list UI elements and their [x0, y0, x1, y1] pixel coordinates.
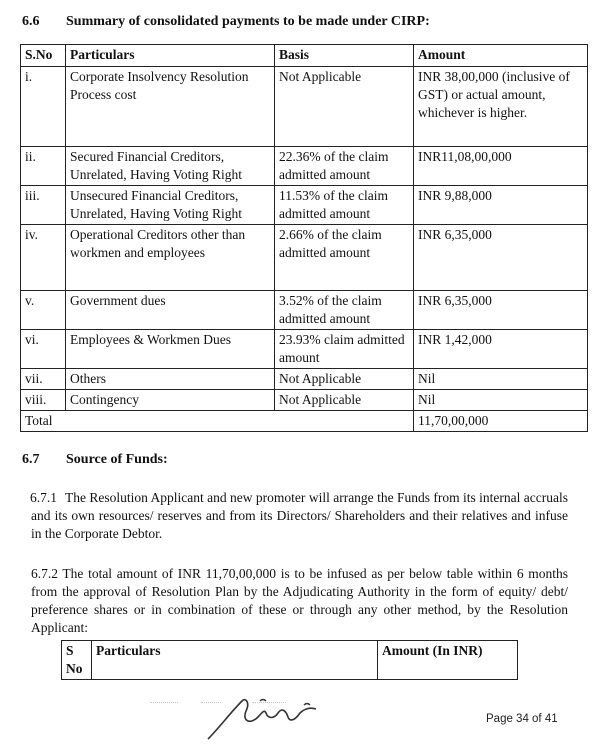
cell-particulars: Employees & Workmen Dues — [66, 330, 275, 369]
header-amount: Amount (In INR) — [378, 641, 518, 680]
cell-sno: iii. — [21, 186, 66, 225]
cell-basis: 23.93% claim admitted amount — [275, 330, 414, 369]
cell-particulars: Corporate Insolvency Resolution Process cost — [66, 67, 275, 147]
page-number: Page 34 of 41 — [486, 713, 558, 725]
section-heading-6-7 — [22, 452, 168, 468]
cell-basis: 11.53% of the claim admitted amount — [275, 186, 414, 225]
paragraph-6-7-2 — [31, 565, 568, 637]
cell-sno: i. — [21, 67, 66, 147]
table-row — [21, 67, 588, 147]
table-row — [21, 147, 588, 186]
cell-basis: 2.66% of the claim admitted amount — [275, 225, 414, 291]
cell-amount: INR11,08,00,000 — [414, 147, 588, 186]
paragraph-text: The total amount of INR 11,70,00,000 is to be infused as per below table within 6 months from the approval of Resolution Plan by the Adjudicating Authority in the form of equity/ debt/ preference shares or in combination of these or through any other method, by the Resolution Applicant: — [31, 566, 568, 635]
cell-amount: Nil — [414, 369, 588, 390]
cell-amount: INR 9,88,000 — [414, 186, 588, 225]
cirp-payments-table — [20, 44, 588, 432]
cell-sno: ii. — [21, 147, 66, 186]
funds-infusion-table — [61, 640, 518, 680]
cell-amount: Nil — [414, 390, 588, 411]
cell-particulars: Secured Financial Creditors, Unrelated, Having Voting Right — [66, 147, 275, 186]
paragraph-6-7-1: The Resolution Applicant and new promoter will arrange the Funds from its internal accruals and its own resources/ reserves and from its Directors/ Shareholders and their relatives and infuse in the Corporate Debtor. — [31, 490, 568, 541]
table-row — [21, 186, 588, 225]
cell-amount: INR 1,42,000 — [414, 330, 588, 369]
faint-stamp-trace — [150, 695, 286, 706]
cell-basis: Not Applicable — [275, 390, 414, 411]
cell-basis: Not Applicable — [275, 67, 414, 147]
cell-basis: 3.52% of the claim admitted amount — [275, 291, 414, 330]
cell-amount: INR 38,00,000 (inclusive of GST) or actual amount, whichever is higher. — [414, 67, 588, 147]
table-header-row — [62, 641, 518, 680]
header-amount: Amount — [414, 45, 588, 67]
table-row — [21, 225, 588, 291]
section-number: 6.6 — [22, 14, 40, 29]
total-amount: 11,70,00,000 — [414, 411, 588, 432]
cell-particulars: Operational Creditors other than workmen and employees — [66, 225, 275, 291]
cell-basis: Not Applicable — [275, 369, 414, 390]
cell-amount: INR 6,35,000 — [414, 225, 588, 291]
cell-sno: viii. — [21, 390, 66, 411]
table-row — [21, 390, 588, 411]
section-number: 6.7 — [22, 452, 40, 467]
cell-basis: 22.36% of the claim admitted amount — [275, 147, 414, 186]
section-title: Summary of consolidated payments to be made under CIRP: — [66, 14, 430, 29]
header-sno: S No — [62, 641, 92, 680]
cell-amount: INR 6,35,000 — [414, 291, 588, 330]
table-row — [21, 369, 588, 390]
table-total-row — [21, 411, 588, 432]
header-basis: Basis — [275, 45, 414, 67]
cell-sno: iv. — [21, 225, 66, 291]
table-header-row — [21, 45, 588, 67]
table-row — [21, 330, 588, 369]
total-label: Total — [21, 411, 414, 432]
header-particulars: Particulars — [66, 45, 275, 67]
cell-particulars: Government dues — [66, 291, 275, 330]
table-row — [21, 291, 588, 330]
cell-particulars: Contingency — [66, 390, 275, 411]
paragraph-number: 6.7.1 — [30, 490, 57, 505]
header-sno: S.No — [21, 45, 66, 67]
section-title: Source of Funds: — [66, 452, 168, 467]
cell-sno: vii. — [21, 369, 66, 390]
paragraph-number: 6.7.2 — [31, 566, 58, 581]
cell-particulars: Unsecured Financial Creditors, Unrelated, Having Voting Right — [66, 186, 275, 225]
cell-sno: vi. — [21, 330, 66, 369]
cell-sno: v. — [21, 291, 66, 330]
cell-particulars: Others — [66, 369, 275, 390]
header-particulars: Particulars — [92, 641, 378, 680]
section-heading-6-6 — [22, 14, 430, 30]
signature-mark — [200, 683, 340, 743]
